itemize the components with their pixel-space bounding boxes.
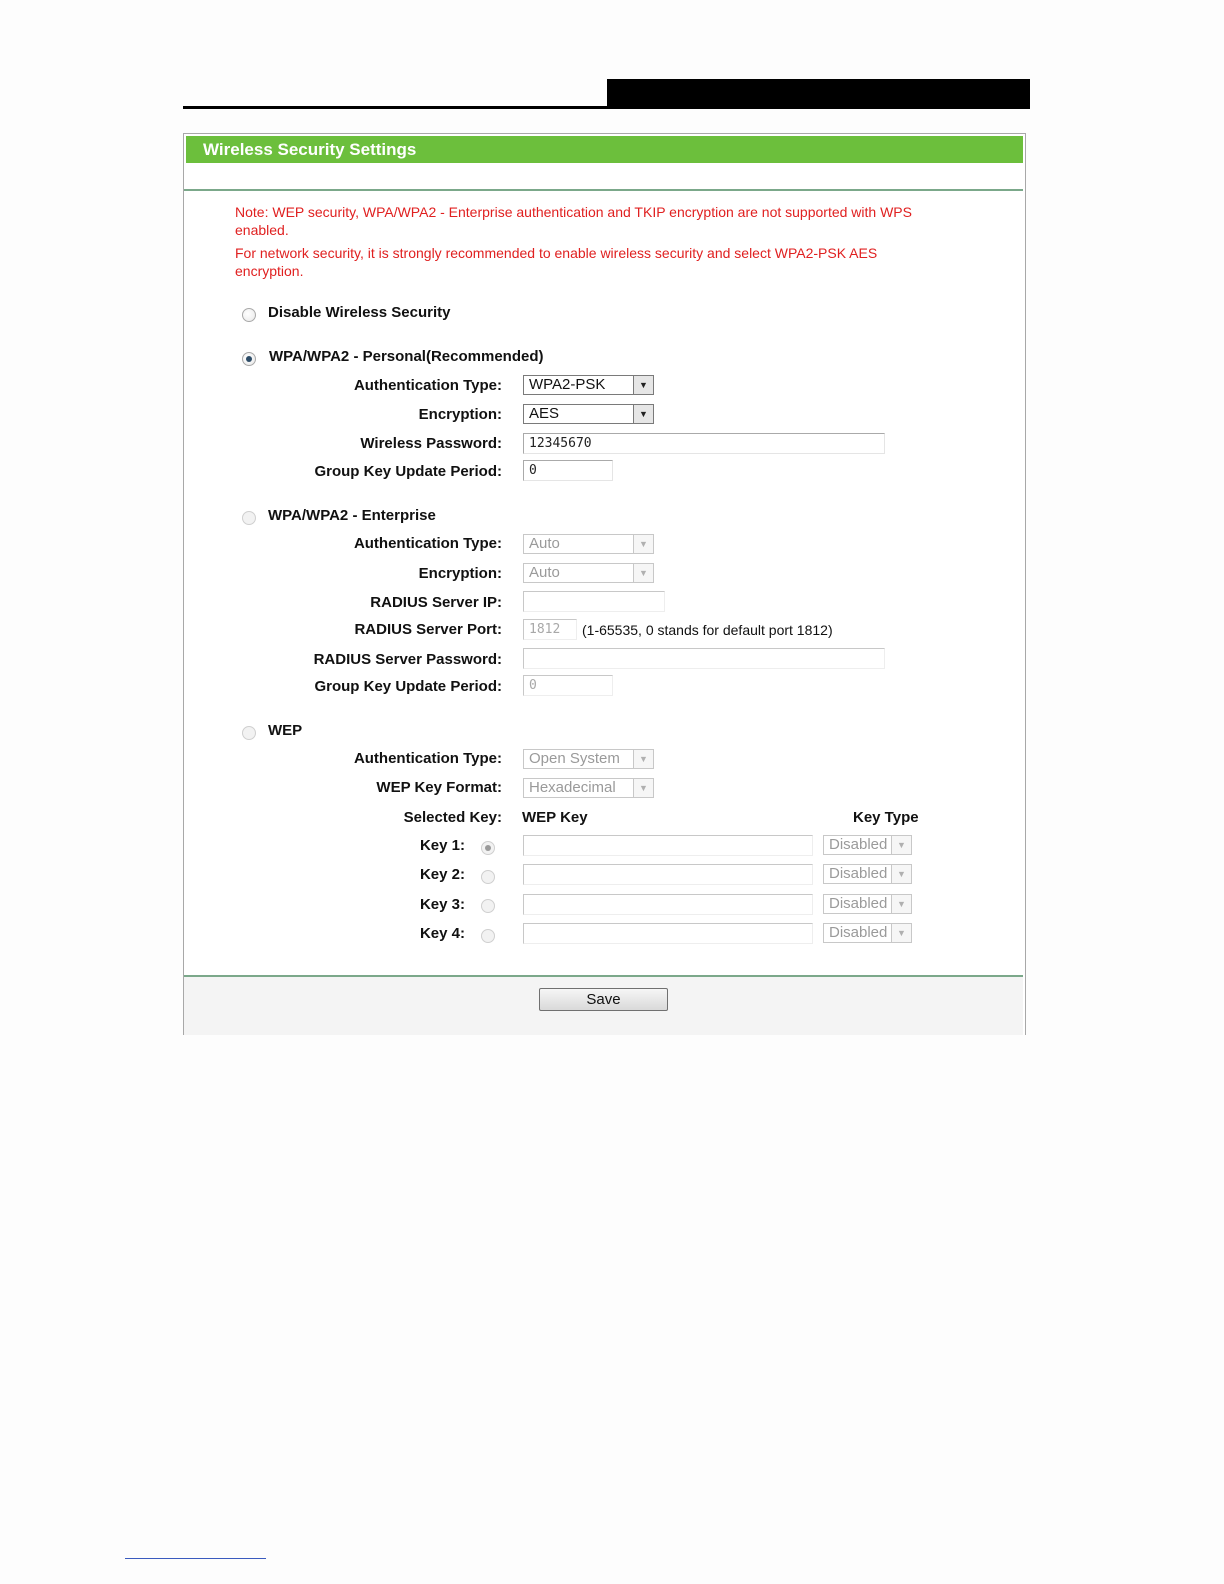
document-header-rule (183, 106, 1030, 109)
wireless-security-panel (183, 133, 1026, 1035)
chevron-down-icon: ▼ (633, 779, 653, 797)
key-4-radio[interactable] (481, 929, 495, 943)
radius-password-input[interactable] (523, 648, 885, 669)
enterprise-group-key-input[interactable]: 0 (523, 675, 613, 696)
enterprise-auth-type-select[interactable] (523, 534, 654, 554)
key-1-radio[interactable] (481, 841, 495, 855)
divider-top (184, 189, 1023, 191)
save-button[interactable]: Save (539, 988, 668, 1011)
personal-password-label: Wireless Password: (360, 435, 502, 452)
wep-auth-type-value: Open System (529, 750, 620, 767)
chevron-down-icon: ▼ (891, 836, 911, 854)
radio-disable-security[interactable] (242, 308, 256, 322)
chevron-down-icon: ▼ (633, 376, 653, 394)
key-4-type-value: Disabled (829, 924, 888, 941)
enterprise-auth-type-value: Auto (529, 535, 560, 552)
radius-ip-input[interactable] (523, 591, 665, 612)
key-3-type-value: Disabled (829, 895, 888, 912)
personal-group-key-label: Group Key Update Period: (314, 463, 502, 480)
chevron-down-icon: ▼ (633, 405, 653, 423)
panel-title: Wireless Security Settings (186, 136, 1023, 163)
key-3-type-select[interactable] (823, 894, 912, 914)
key-1-type-value: Disabled (829, 836, 888, 853)
key-3-label: Key 3: (419, 896, 465, 913)
selected-key-label: Selected Key: (403, 809, 502, 826)
key-2-radio[interactable] (481, 870, 495, 884)
note-wps: Note: WEP security, WPA/WPA2 - Enterprise authentication and TKIP encryption are not supported with WPS enabled. (235, 204, 912, 238)
radio-wpa-personal[interactable] (242, 352, 256, 366)
chevron-down-icon: ▼ (891, 895, 911, 913)
wep-key-format-value: Hexadecimal (529, 779, 616, 796)
radius-port-label: RADIUS Server Port: (354, 621, 502, 638)
personal-password-input[interactable]: 12345670 (523, 433, 885, 454)
note-security: For network security, it is strongly recommended to enable wireless security and select WPA2-PSK AES encryption. (235, 245, 878, 279)
key-2-type-value: Disabled (829, 865, 888, 882)
enterprise-auth-type-label: Authentication Type: (353, 535, 502, 552)
key-4-type-select[interactable] (823, 923, 912, 943)
enterprise-group-key-label: Group Key Update Period: (314, 678, 502, 695)
key-2-input[interactable] (523, 864, 813, 885)
radius-ip-label: RADIUS Server IP: (370, 594, 502, 611)
wpa-personal-label: WPA/WPA2 - Personal(Recommended) (269, 348, 544, 365)
key-1-input[interactable] (523, 835, 813, 856)
enterprise-encryption-value: Auto (529, 564, 560, 581)
chevron-down-icon: ▼ (633, 535, 653, 553)
key-4-input[interactable] (523, 923, 813, 944)
key-4-label: Key 4: (419, 925, 465, 942)
key-3-radio[interactable] (481, 899, 495, 913)
document-header-bar (607, 79, 1030, 109)
personal-encryption-label: Encryption: (418, 406, 502, 423)
key-2-type-select[interactable] (823, 864, 912, 884)
chevron-down-icon: ▼ (891, 924, 911, 942)
personal-auth-type-value: WPA2-PSK (529, 376, 606, 393)
personal-encryption-select[interactable] (523, 404, 654, 424)
key-1-type-select[interactable] (823, 835, 912, 855)
wep-key-header: WEP Key (522, 809, 588, 826)
key-1-label: Key 1: (419, 837, 465, 854)
divider-bottom (184, 975, 1023, 977)
personal-auth-type-label: Authentication Type: (353, 377, 502, 394)
wep-label: WEP (268, 722, 303, 739)
key-3-input[interactable] (523, 894, 813, 915)
wep-key-format-select[interactable] (523, 778, 654, 798)
footer-link-underline (125, 1558, 266, 1559)
enterprise-encryption-select[interactable] (523, 563, 654, 583)
wpa-enterprise-label: WPA/WPA2 - Enterprise (268, 507, 436, 524)
wep-auth-type-label: Authentication Type: (353, 750, 502, 767)
personal-encryption-value: AES (529, 405, 560, 422)
chevron-down-icon: ▼ (891, 865, 911, 883)
key-type-header: Key Type (853, 809, 919, 826)
wep-key-format-label: WEP Key Format: (376, 779, 502, 796)
radio-wep[interactable] (242, 726, 256, 740)
personal-auth-type-select[interactable] (523, 375, 654, 395)
radius-password-label: RADIUS Server Password: (313, 651, 502, 668)
radio-wpa-enterprise[interactable] (242, 511, 256, 525)
enterprise-encryption-label: Encryption: (418, 565, 502, 582)
chevron-down-icon: ▼ (633, 750, 653, 768)
personal-group-key-input[interactable]: 0 (523, 460, 613, 481)
wep-auth-type-select[interactable] (523, 749, 654, 769)
radius-port-hint: (1-65535, 0 stands for default port 1812) (582, 622, 833, 638)
radius-port-input[interactable]: 1812 (523, 619, 577, 640)
disable-security-label: Disable Wireless Security (268, 304, 451, 321)
chevron-down-icon: ▼ (633, 564, 653, 582)
key-2-label: Key 2: (419, 866, 465, 883)
